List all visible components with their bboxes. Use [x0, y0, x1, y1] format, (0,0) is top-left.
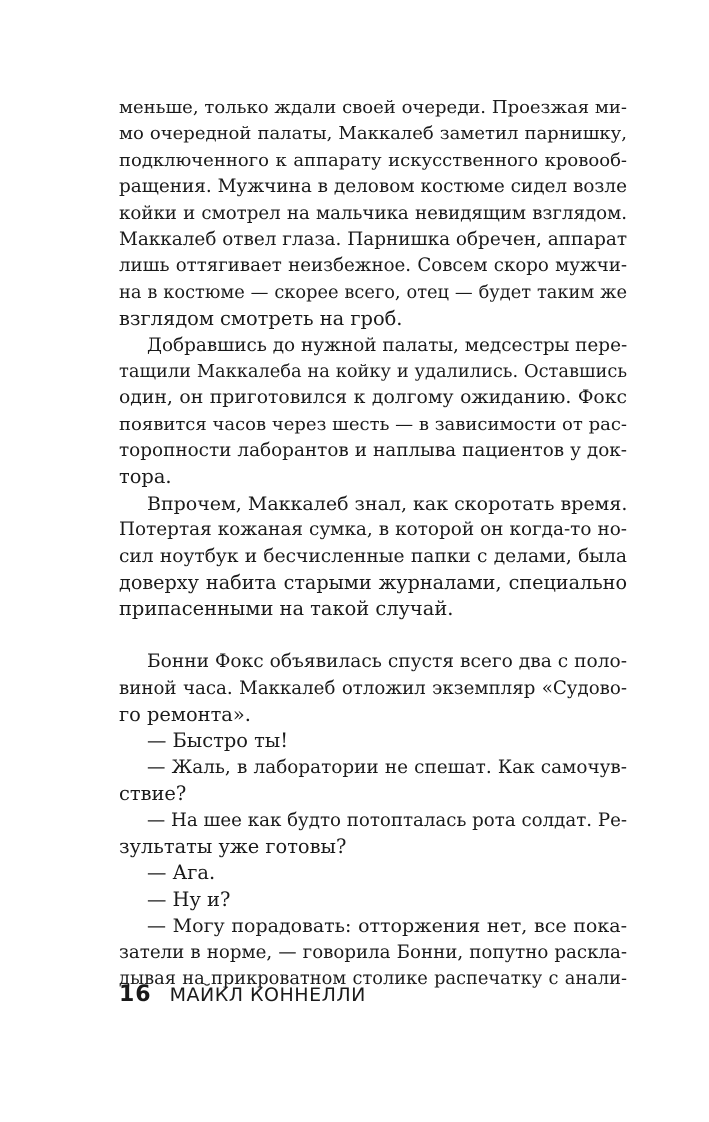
text-line: ствие? — [119, 782, 187, 806]
text-line: взглядом смотреть на гроб. — [119, 307, 403, 331]
paragraph — [119, 860, 627, 886]
text-line: — Могу порадовать: отторжения нет, все пока- — [147, 915, 627, 938]
text-line: сил ноутбук и бесчисленные папки с делами, была — [119, 545, 627, 567]
text-line: подключенного к аппарату искусственного кровооб- — [119, 149, 627, 171]
section-break — [119, 623, 627, 649]
text-line: доверху набита старыми журналами, специально — [119, 571, 627, 595]
text-line: припасенными на такой случай. — [119, 597, 454, 621]
text-line: — Ага. — [147, 861, 216, 885]
text-line: лишь оттягивает неизбежное. Совсем скоро мужчи- — [119, 255, 627, 277]
text-line: на в костюме — скорее всего, отец — будет таким же — [119, 281, 627, 303]
page-number: 16 — [119, 982, 152, 1007]
text-line: — Ну и? — [147, 887, 231, 911]
text-line: затели в норме, — говорила Бонни, попутно раскла- — [119, 941, 627, 963]
text-line: меньше, только ждали своей очереди. Проезжая ми- — [119, 97, 627, 118]
paragraph — [119, 649, 627, 728]
paragraph — [119, 491, 627, 623]
page-footer — [119, 982, 366, 1007]
paragraph — [119, 808, 627, 861]
text-line: Маккалеб отвел глаза. Парнишка обречен, аппарат — [119, 228, 628, 250]
paragraph — [119, 728, 627, 754]
text-line: Потертая кожаная сумка, в которой он когда-то но- — [119, 519, 627, 541]
text-line: тора. — [119, 465, 172, 489]
paragraph — [119, 913, 627, 992]
text-line: — На шее как будто потопталась рота солдат. Ре- — [147, 809, 627, 831]
text-line: виной часа. Маккалеб отложил экземпляр «Судово- — [119, 677, 627, 699]
text-line: Впрочем, Маккалеб знал, как скоротать время. — [147, 492, 628, 515]
running-head-author: МАЙКЛ КОННЕЛЛИ — [169, 984, 366, 1006]
text-line: Бонни Фокс объявилась спустя всего два с поло- — [147, 651, 627, 673]
paragraph — [119, 333, 627, 491]
text-line: один, он приготовился к долгому ожиданию. Фокс — [119, 387, 627, 409]
text-line: — Быстро ты! — [147, 729, 289, 753]
text-line: зультаты уже готовы? — [119, 834, 347, 858]
text-line: дывая на прикроватном столике распечатку с анали- — [119, 967, 627, 989]
text-line: — Жаль, в лаборатории не спешат. Как самочув- — [147, 756, 627, 778]
book-page-body — [119, 95, 627, 992]
text-line: Добравшись до нужной палаты, медсестры пере- — [147, 334, 628, 356]
text-line: торопности лаборантов и наплыва пациентов у док- — [119, 440, 627, 462]
text-line: мо очередной палаты, Маккалеб заметил парнишку, — [119, 123, 627, 145]
paragraph — [119, 755, 627, 808]
text-line: тащили Маккалеба на койку и удалились. Оставшись — [119, 360, 627, 382]
text-line: койки и смотрел на мальчика невидящим взглядом. — [119, 202, 627, 224]
text-line: ращения. Мужчина в деловом костюме сидел возле — [119, 176, 627, 198]
text-line: го ремонта». — [119, 702, 251, 726]
paragraph — [119, 887, 627, 913]
paragraph — [119, 95, 627, 333]
text-line: появится часов через шесть — в зависимости от рас- — [119, 413, 627, 435]
